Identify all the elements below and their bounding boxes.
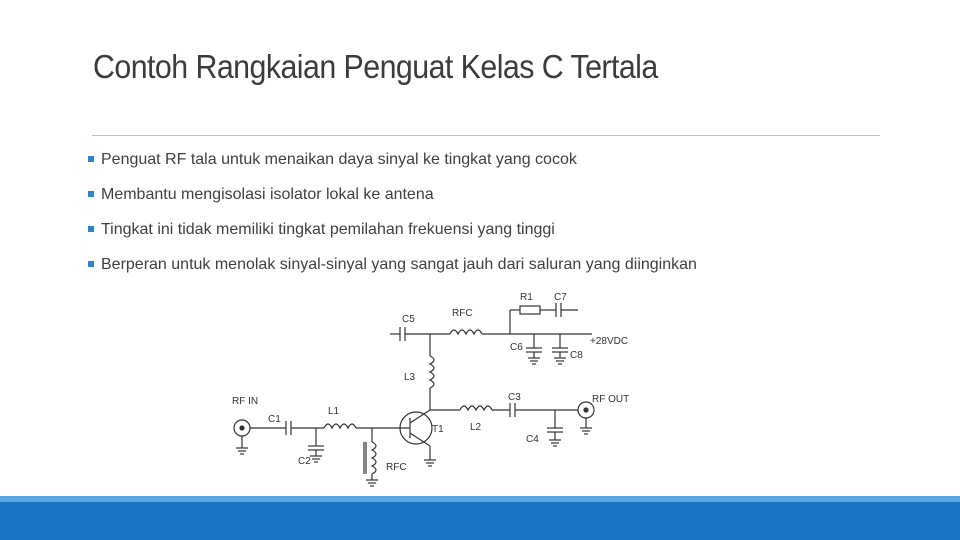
bullet-item [88, 150, 697, 185]
bullet-item [88, 185, 697, 220]
label-rf-out: RF OUT [592, 394, 630, 405]
slide-title: Contoh Rangkaian Penguat Kelas C Tertala [93, 48, 658, 85]
label-rfc-bottom: RFC [386, 462, 407, 473]
label-rfc-top: RFC [452, 308, 473, 319]
label-rf-in: RF IN [232, 396, 259, 407]
bullet-square-icon [88, 156, 94, 162]
bullet-text: Membantu mengisolasi isolator lokal ke antena [101, 186, 434, 203]
bullet-square-icon [88, 261, 94, 267]
label-c6: C6 [510, 342, 523, 353]
bullet-text: Tingkat ini tidak memiliki tingkat pemilahan frekuensi yang tinggi [101, 221, 555, 238]
label-r1: R1 [520, 292, 533, 303]
footer-bar [0, 496, 960, 540]
label-c1: C1 [268, 414, 281, 425]
title-divider [92, 135, 880, 136]
circuit-diagram [220, 282, 640, 494]
label-c8: C8 [570, 350, 583, 361]
label-c7: C7 [554, 292, 567, 303]
label-c3: C3 [508, 392, 521, 403]
bullet-text: Penguat RF tala untuk menaikan daya sinyal ke tingkat yang cocok [101, 151, 577, 168]
bullet-square-icon [88, 226, 94, 232]
footer-band [0, 502, 960, 540]
bullet-square-icon [88, 191, 94, 197]
label-l1: L1 [328, 406, 340, 417]
bullet-list [88, 150, 697, 290]
label-c4: C4 [526, 434, 539, 445]
bullet-item [88, 220, 697, 255]
label-c2: C2 [298, 456, 311, 467]
label-t1: T1 [432, 424, 444, 435]
label-l2: L2 [470, 422, 482, 433]
label-vdc: +28VDC [590, 336, 629, 347]
label-c5: C5 [402, 314, 415, 325]
label-l3: L3 [404, 372, 416, 383]
bullet-text: Berperan untuk menolak sinyal-sinyal yang sangat jauh dari saluran yang diinginkan [101, 256, 697, 273]
